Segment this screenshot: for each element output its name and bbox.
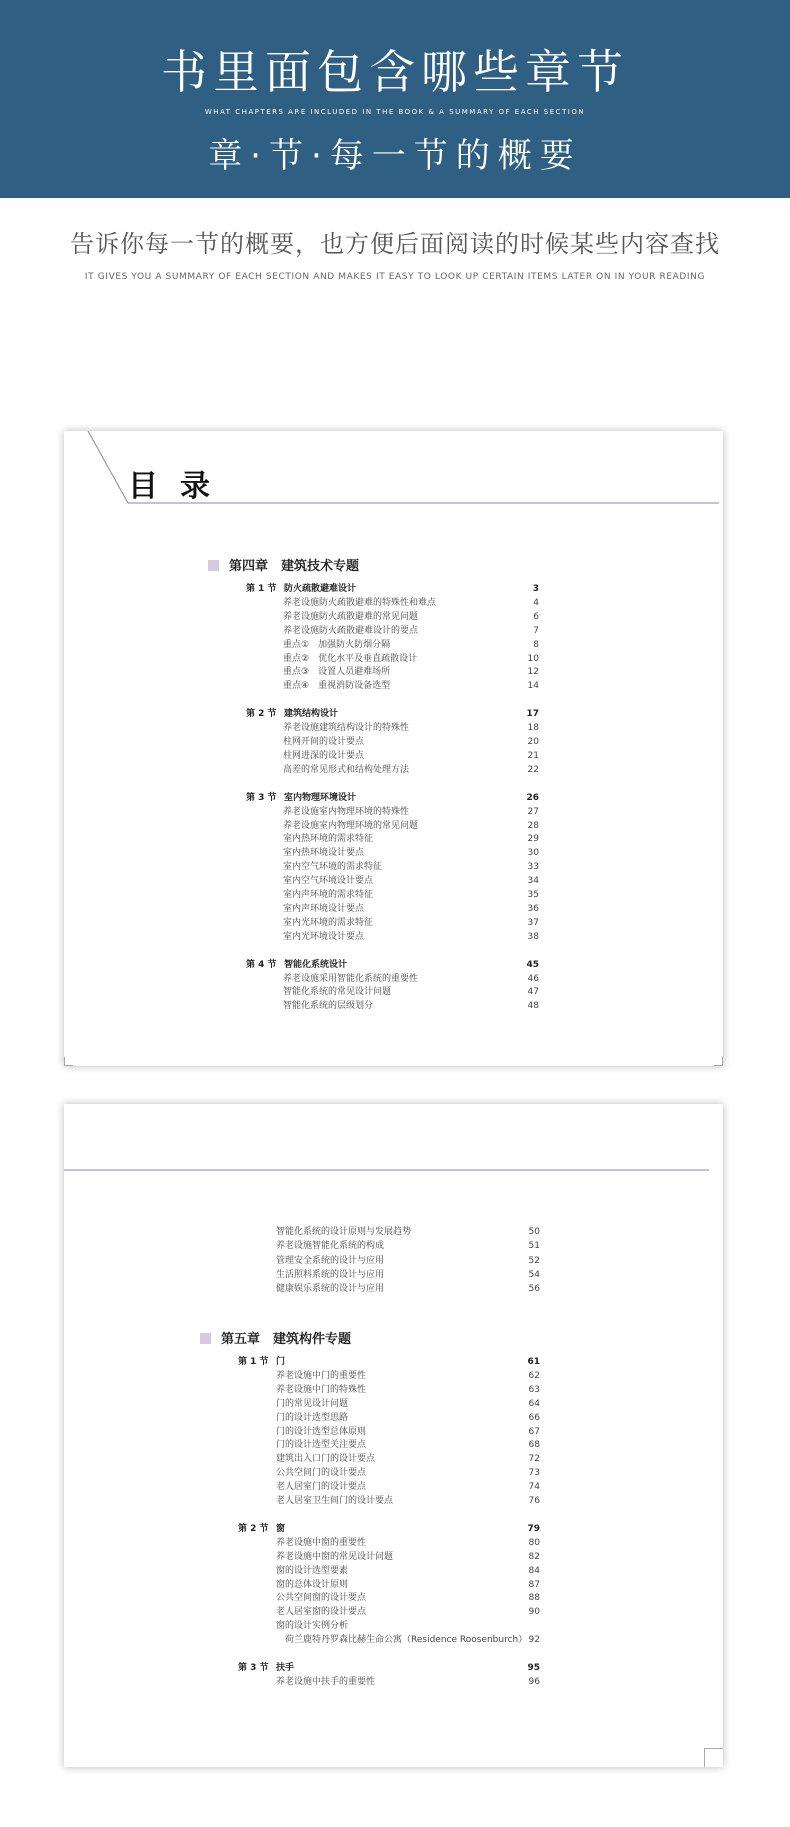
toc-item-row bbox=[283, 903, 539, 916]
item-title: 养老设施防火疏散避难的特殊性和难点 bbox=[283, 597, 437, 608]
item-title: 养老设施防火疏散避难的常见问题 bbox=[283, 611, 419, 622]
chapter-marker bbox=[200, 1333, 211, 1344]
banner-title: 书里面包含哪些章节 bbox=[161, 45, 629, 99]
toc-item-row bbox=[283, 973, 539, 986]
page-number: 72 bbox=[528, 1454, 540, 1465]
item-title: 养老设施中门的特殊性 bbox=[276, 1384, 367, 1395]
item-title: 室内空气环境设计要点 bbox=[283, 876, 374, 887]
toc-item-row bbox=[276, 1240, 540, 1253]
page-number: 17 bbox=[526, 709, 539, 720]
page-number: 37 bbox=[527, 917, 539, 928]
section-number: 第 3 节 bbox=[238, 1663, 269, 1673]
toc-item-row bbox=[283, 750, 539, 763]
page-number: 35 bbox=[527, 890, 539, 900]
toc-item-row bbox=[283, 875, 539, 888]
toc-item-row bbox=[276, 1551, 540, 1564]
toc-item-row bbox=[276, 1592, 540, 1605]
toc-item-row bbox=[276, 1579, 540, 1592]
toc-item-row bbox=[276, 1537, 540, 1550]
item-title: 窗的设计实例分析 bbox=[276, 1621, 349, 1632]
page-number: 67 bbox=[528, 1426, 540, 1437]
page-number: 6 bbox=[533, 611, 539, 622]
item-title: 养老设施中扶手的重要性 bbox=[276, 1676, 376, 1687]
item-title: 门的常见设计问题 bbox=[276, 1398, 349, 1409]
toc-item-row bbox=[276, 1481, 540, 1494]
toc-item-row bbox=[283, 597, 539, 610]
banner-subtitle-en: WHAT CHAPTERS ARE INCLUDED IN THE BOOK & A SUMMARY OF EACH SECTION bbox=[204, 108, 586, 116]
page-number: 51 bbox=[528, 1241, 540, 1252]
page-number: 80 bbox=[528, 1537, 540, 1548]
item-title: 门的设计选型关注要点 bbox=[276, 1440, 367, 1451]
item-title: 室内热环境的需求特征 bbox=[283, 834, 374, 845]
toc-item-row bbox=[283, 611, 539, 624]
section-title: 室内物理环境设计 bbox=[284, 792, 357, 803]
toc-item-row bbox=[276, 1453, 540, 1466]
item-title: 智能化系统的设计原则与发展趋势 bbox=[276, 1227, 412, 1237]
item-title: 门的设计选型总体原则 bbox=[276, 1426, 367, 1437]
page-number: 88 bbox=[528, 1593, 540, 1604]
toc-section-row bbox=[246, 583, 539, 596]
item-title: 养老设施建筑结构设计的特殊性 bbox=[283, 723, 410, 734]
item-title: 养老设施中窗的常见设计问题 bbox=[276, 1551, 394, 1562]
chapter-title: 第四章 建筑技术专题 bbox=[229, 559, 360, 574]
toc-item-row bbox=[283, 861, 539, 874]
page-number: 68 bbox=[528, 1440, 540, 1451]
toc-item-row bbox=[283, 917, 539, 930]
item-title: 重点③ 设置人员避难场所 bbox=[283, 667, 391, 678]
item-title: 室内光环境设计要点 bbox=[283, 931, 365, 942]
item-title: 窗的总体设计原则 bbox=[276, 1579, 349, 1590]
toc-item-row bbox=[276, 1634, 540, 1647]
chapter-title: 第五章 建筑构件专题 bbox=[221, 1332, 352, 1347]
header-rule bbox=[64, 1104, 723, 1184]
intro-text-cn: 告诉你每一节的概要，也方便后面阅读的时候某些内容查找 bbox=[70, 230, 720, 258]
page-number: 56 bbox=[528, 1284, 540, 1295]
page-number: 22 bbox=[527, 764, 539, 775]
page-number: 79 bbox=[527, 1523, 540, 1534]
toc-section-row bbox=[246, 792, 539, 805]
page-number: 18 bbox=[527, 723, 539, 734]
intro-text-en: IT GIVES YOU A SUMMARY OF EACH SECTION AND MAKES IT EASY TO LOOK UP CERTAIN ITEMS LATER ON IN YOUR READING bbox=[84, 272, 706, 282]
item-title: 养老设施智能化系统的构成 bbox=[276, 1241, 385, 1252]
page-number: 20 bbox=[527, 737, 539, 747]
page-number: 33 bbox=[527, 862, 539, 873]
item-title: 室内声环境的需求特征 bbox=[283, 890, 374, 900]
page-number: 90 bbox=[528, 1607, 540, 1618]
item-title: 室内热环境设计要点 bbox=[283, 848, 365, 859]
page-number: 45 bbox=[526, 959, 539, 970]
toc-item-row bbox=[276, 1384, 540, 1397]
toc-item-row bbox=[276, 1676, 540, 1689]
item-title: 养老设施室内物理环境的特殊性 bbox=[283, 806, 410, 817]
page-number: 95 bbox=[527, 1663, 540, 1673]
item-title: 室内声环境设计要点 bbox=[283, 903, 365, 914]
page-number: 66 bbox=[528, 1412, 540, 1423]
toc-item-row bbox=[283, 986, 539, 999]
item-title: 健康娱乐系统的设计与应用 bbox=[276, 1284, 385, 1295]
section-number: 第 1 节 bbox=[246, 584, 277, 594]
page-number: 62 bbox=[528, 1370, 540, 1381]
page-number: 29 bbox=[527, 834, 539, 845]
section-number: 第 1 节 bbox=[238, 1357, 269, 1367]
page-number: 96 bbox=[528, 1676, 540, 1687]
page-number: 4 bbox=[533, 597, 539, 608]
toc-item-row bbox=[283, 847, 539, 860]
section-number: 第 4 节 bbox=[246, 959, 277, 970]
item-title: 老人居室门的设计要点 bbox=[276, 1482, 367, 1493]
page-number: 3 bbox=[532, 584, 539, 594]
toc-item-row bbox=[276, 1439, 540, 1452]
page-number: 8 bbox=[533, 639, 539, 650]
toc-item-row bbox=[283, 666, 539, 679]
item-title: 智能化系统的层级划分 bbox=[283, 1001, 374, 1012]
page-number: 27 bbox=[527, 806, 539, 817]
toc-item-row bbox=[283, 764, 539, 777]
toc-item-row bbox=[276, 1620, 540, 1633]
page-number: 54 bbox=[528, 1269, 540, 1280]
item-title: 门的设计选型思路 bbox=[276, 1412, 349, 1423]
item-title: 管理安全系统的设计与应用 bbox=[276, 1255, 385, 1266]
item-title: 老人居室窗的设计要点 bbox=[276, 1607, 367, 1618]
chapter-marker bbox=[208, 560, 219, 571]
item-title: 智能化系统的常见设计问题 bbox=[283, 987, 392, 998]
section-number: 第 2 节 bbox=[238, 1523, 269, 1534]
page-number: 7 bbox=[533, 625, 539, 636]
page-number: 46 bbox=[527, 973, 539, 984]
toc-section-row bbox=[238, 1662, 540, 1675]
item-title: 老人居室卫生间门的设计要点 bbox=[276, 1496, 394, 1506]
toc-item-row bbox=[276, 1226, 540, 1239]
section-title: 门 bbox=[276, 1357, 286, 1367]
toc-item-row bbox=[276, 1398, 540, 1411]
item-title: 荷兰鹿特丹罗森比赫生命公寓（Residence Roosenburch） bbox=[276, 1635, 528, 1646]
item-title: 养老设施采用智能化系统的重要性 bbox=[283, 973, 419, 984]
page-number: 63 bbox=[528, 1384, 540, 1395]
section-title: 防火疏散避难设计 bbox=[284, 584, 357, 594]
page-number: 36 bbox=[527, 903, 539, 914]
page-number: 76 bbox=[528, 1496, 540, 1506]
item-title: 养老设施防火疏散避难设计的要点 bbox=[283, 625, 419, 636]
chapter-heading bbox=[200, 1328, 351, 1347]
toc-title: 目录 bbox=[128, 469, 232, 504]
item-title: 柱网进深的设计要点 bbox=[283, 750, 365, 761]
toc-page-1 bbox=[64, 431, 723, 1066]
toc-item-row bbox=[283, 889, 539, 902]
page-number: 87 bbox=[528, 1579, 540, 1590]
section-number: 第 3 节 bbox=[246, 792, 277, 803]
page-number: 48 bbox=[527, 1001, 539, 1012]
section-title: 窗 bbox=[276, 1523, 286, 1534]
toc-item-row bbox=[283, 931, 539, 944]
toc-item-row bbox=[283, 722, 539, 735]
page-number: 74 bbox=[528, 1482, 540, 1493]
toc-item-row bbox=[276, 1426, 540, 1439]
toc-item-row bbox=[283, 625, 539, 638]
item-title: 重点① 加强防火防烟分隔 bbox=[283, 639, 391, 650]
item-title: 养老设施中门的重要性 bbox=[276, 1370, 367, 1381]
toc-item-row bbox=[283, 653, 539, 666]
corner-mark bbox=[64, 1057, 73, 1066]
section-title: 建筑结构设计 bbox=[284, 709, 339, 720]
toc-item-row bbox=[276, 1370, 540, 1383]
section-title: 扶手 bbox=[276, 1663, 295, 1673]
toc-item-row bbox=[276, 1606, 540, 1619]
toc-section-row bbox=[238, 1523, 540, 1536]
page-number: 14 bbox=[527, 681, 539, 692]
item-title: 公共空间窗的设计要点 bbox=[276, 1593, 367, 1604]
toc-section-row bbox=[238, 1356, 540, 1369]
toc-item-row bbox=[283, 1000, 539, 1013]
item-title: 建筑出入口门的设计要点 bbox=[276, 1454, 376, 1465]
page-number: 82 bbox=[528, 1551, 540, 1562]
toc-item-row bbox=[276, 1467, 540, 1480]
page-number: 38 bbox=[527, 931, 539, 942]
page-number: 26 bbox=[526, 792, 539, 803]
page-number: 10 bbox=[527, 653, 539, 664]
page-number: 61 bbox=[527, 1357, 540, 1367]
item-title: 生活照料系统的设计与应用 bbox=[276, 1269, 385, 1280]
item-title: 养老设施室内物理环境的常见问题 bbox=[283, 820, 419, 831]
corner-mark bbox=[704, 1748, 723, 1767]
item-title: 窗的设计选型要素 bbox=[276, 1565, 349, 1576]
toc-item-row bbox=[283, 639, 539, 652]
page-number: 30 bbox=[527, 848, 539, 859]
toc-item-row bbox=[283, 736, 539, 749]
section-title: 智能化系统设计 bbox=[284, 959, 348, 970]
item-title: 柱网开间的设计要点 bbox=[283, 737, 365, 747]
toc-item-row bbox=[283, 680, 539, 693]
toc-section-row bbox=[246, 959, 539, 972]
page-number: 64 bbox=[528, 1398, 540, 1409]
page-number: 84 bbox=[528, 1565, 540, 1576]
item-title: 高差的常见形式和结构处理方法 bbox=[283, 764, 410, 775]
item-title: 重点② 优化水平及垂直疏散设计 bbox=[283, 653, 418, 664]
page-number: 73 bbox=[528, 1468, 540, 1479]
corner-mark bbox=[714, 1057, 723, 1066]
toc-section-row bbox=[246, 708, 539, 721]
banner-subtitle-cn: 章·节·每一节的概要 bbox=[208, 136, 582, 176]
toc-item-row bbox=[276, 1283, 540, 1296]
section-number: 第 2 节 bbox=[246, 709, 277, 720]
header-banner bbox=[0, 0, 790, 198]
page-number: 47 bbox=[527, 987, 539, 998]
chapter-heading bbox=[208, 555, 359, 574]
page-number: 34 bbox=[527, 876, 539, 887]
toc-item-row bbox=[283, 806, 539, 819]
toc-item-row bbox=[276, 1495, 540, 1508]
toc-item-row bbox=[276, 1255, 540, 1268]
page-number: 50 bbox=[528, 1227, 540, 1237]
item-title: 重点④ 重视消防设备选型 bbox=[283, 681, 391, 692]
page-number: 28 bbox=[527, 820, 539, 831]
toc-item-row bbox=[276, 1565, 540, 1578]
item-title: 养老设施中窗的重要性 bbox=[276, 1537, 367, 1548]
page-number: 12 bbox=[527, 667, 539, 678]
page-number: 52 bbox=[528, 1255, 540, 1266]
item-title: 室内空气环境的需求特征 bbox=[283, 862, 383, 873]
toc-item-row bbox=[283, 820, 539, 833]
item-title: 室内光环境的需求特征 bbox=[283, 917, 374, 928]
toc-item-row bbox=[283, 833, 539, 846]
page-number: 92 bbox=[528, 1635, 540, 1646]
item-title: 公共空间门的设计要点 bbox=[276, 1468, 367, 1479]
toc-item-row bbox=[276, 1412, 540, 1425]
toc-page-2 bbox=[64, 1104, 723, 1767]
toc-item-row bbox=[276, 1269, 540, 1282]
page-number: 21 bbox=[527, 750, 539, 761]
